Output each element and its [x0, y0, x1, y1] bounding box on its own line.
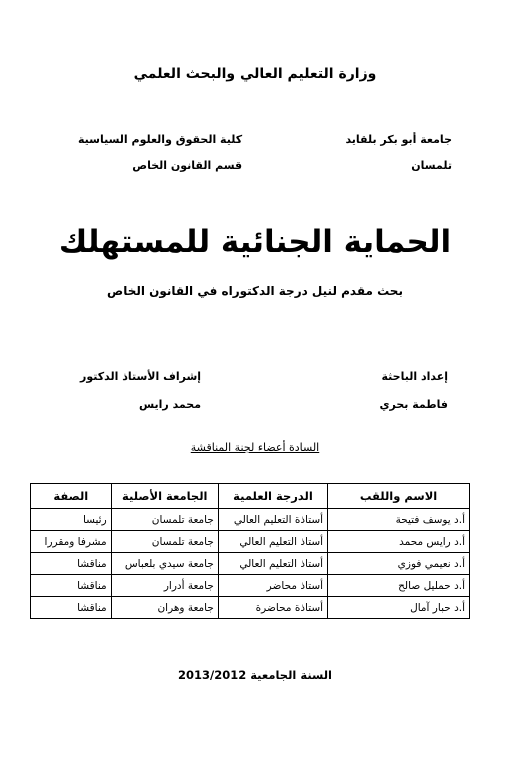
thesis-subtitle: بحث مقدم لنيل درجة الدكتوراه في القانون الخاص: [107, 284, 403, 298]
column-header-university: الجامعة الأصلية: [111, 484, 218, 509]
researcher-name: فاطمة بحري: [379, 398, 448, 411]
member-role: مناقشا: [31, 597, 112, 619]
department-name: قسم القانون الخاص: [132, 159, 243, 172]
prepared-by-label: إعداد الباحثة: [381, 370, 448, 383]
column-header-role: الصفة: [31, 484, 112, 509]
column-header-name: الاسم واللقب: [328, 484, 470, 509]
committee-heading-text: السادة أعضاء لجنة المناقشة: [190, 441, 320, 454]
supervisor-name: محمد رايس: [138, 398, 202, 411]
member-rank: أستاذ التعليم العالي: [218, 553, 327, 575]
member-name: أ.د نعيمي فوزي: [328, 553, 470, 575]
committee-table-header: [31, 484, 470, 509]
faculty-name: كلية الحقوق والعلوم السياسية: [78, 133, 243, 146]
faculty-block: [78, 127, 242, 179]
member-name: أ.د يوسف فتيحة: [328, 509, 470, 531]
member-rank: أستاذة محاضرة: [218, 597, 327, 619]
prepared-by-block: [379, 363, 448, 419]
university-name: جامعة أبو بكر بلقايد: [345, 133, 452, 146]
committee-table: [30, 483, 470, 619]
member-role: رئيسا: [31, 509, 112, 531]
member-rank: أستاذ التعليم العالي: [218, 531, 327, 553]
column-header-rank: الدرجة العلمية: [218, 484, 327, 509]
member-name: أ.د رايس محمد: [328, 531, 470, 553]
member-name: أ.د حمليل صالح: [328, 575, 470, 597]
ministry-heading: وزارة التعليم العالي والبحث العلمي: [133, 66, 377, 82]
member-name: أ.د حبار آمال: [328, 597, 470, 619]
member-rank: أستاذ محاضر: [218, 575, 327, 597]
table-row: [31, 597, 470, 619]
table-row: [31, 553, 470, 575]
member-university: جامعة تلمسان: [111, 531, 218, 553]
member-university: جامعة سيدي بلعباس: [111, 553, 218, 575]
member-role: مناقشا: [31, 575, 112, 597]
university-city: تلمسان: [411, 159, 452, 172]
member-university: جامعة تلمسان: [111, 509, 218, 531]
member-university: جامعة أدرار: [111, 575, 218, 597]
university-block: [345, 127, 452, 179]
member-role: مناقشا: [31, 553, 112, 575]
supervisor-block: [80, 363, 201, 419]
supervisor-label: إشراف الأستاذ الدكتور: [80, 370, 202, 383]
member-university: جامعة وهران: [111, 597, 218, 619]
table-row: [31, 531, 470, 553]
member-role: مشرفا ومقررا: [31, 531, 112, 553]
table-row: [31, 575, 470, 597]
committee-heading: [0, 441, 510, 454]
member-rank: أستاذة التعليم العالي: [218, 509, 327, 531]
academic-year: السنة الجامعية 2013/2012: [177, 668, 332, 682]
table-row: [31, 509, 470, 531]
thesis-title: الحماية الجنائية للمستهلك: [58, 224, 452, 260]
